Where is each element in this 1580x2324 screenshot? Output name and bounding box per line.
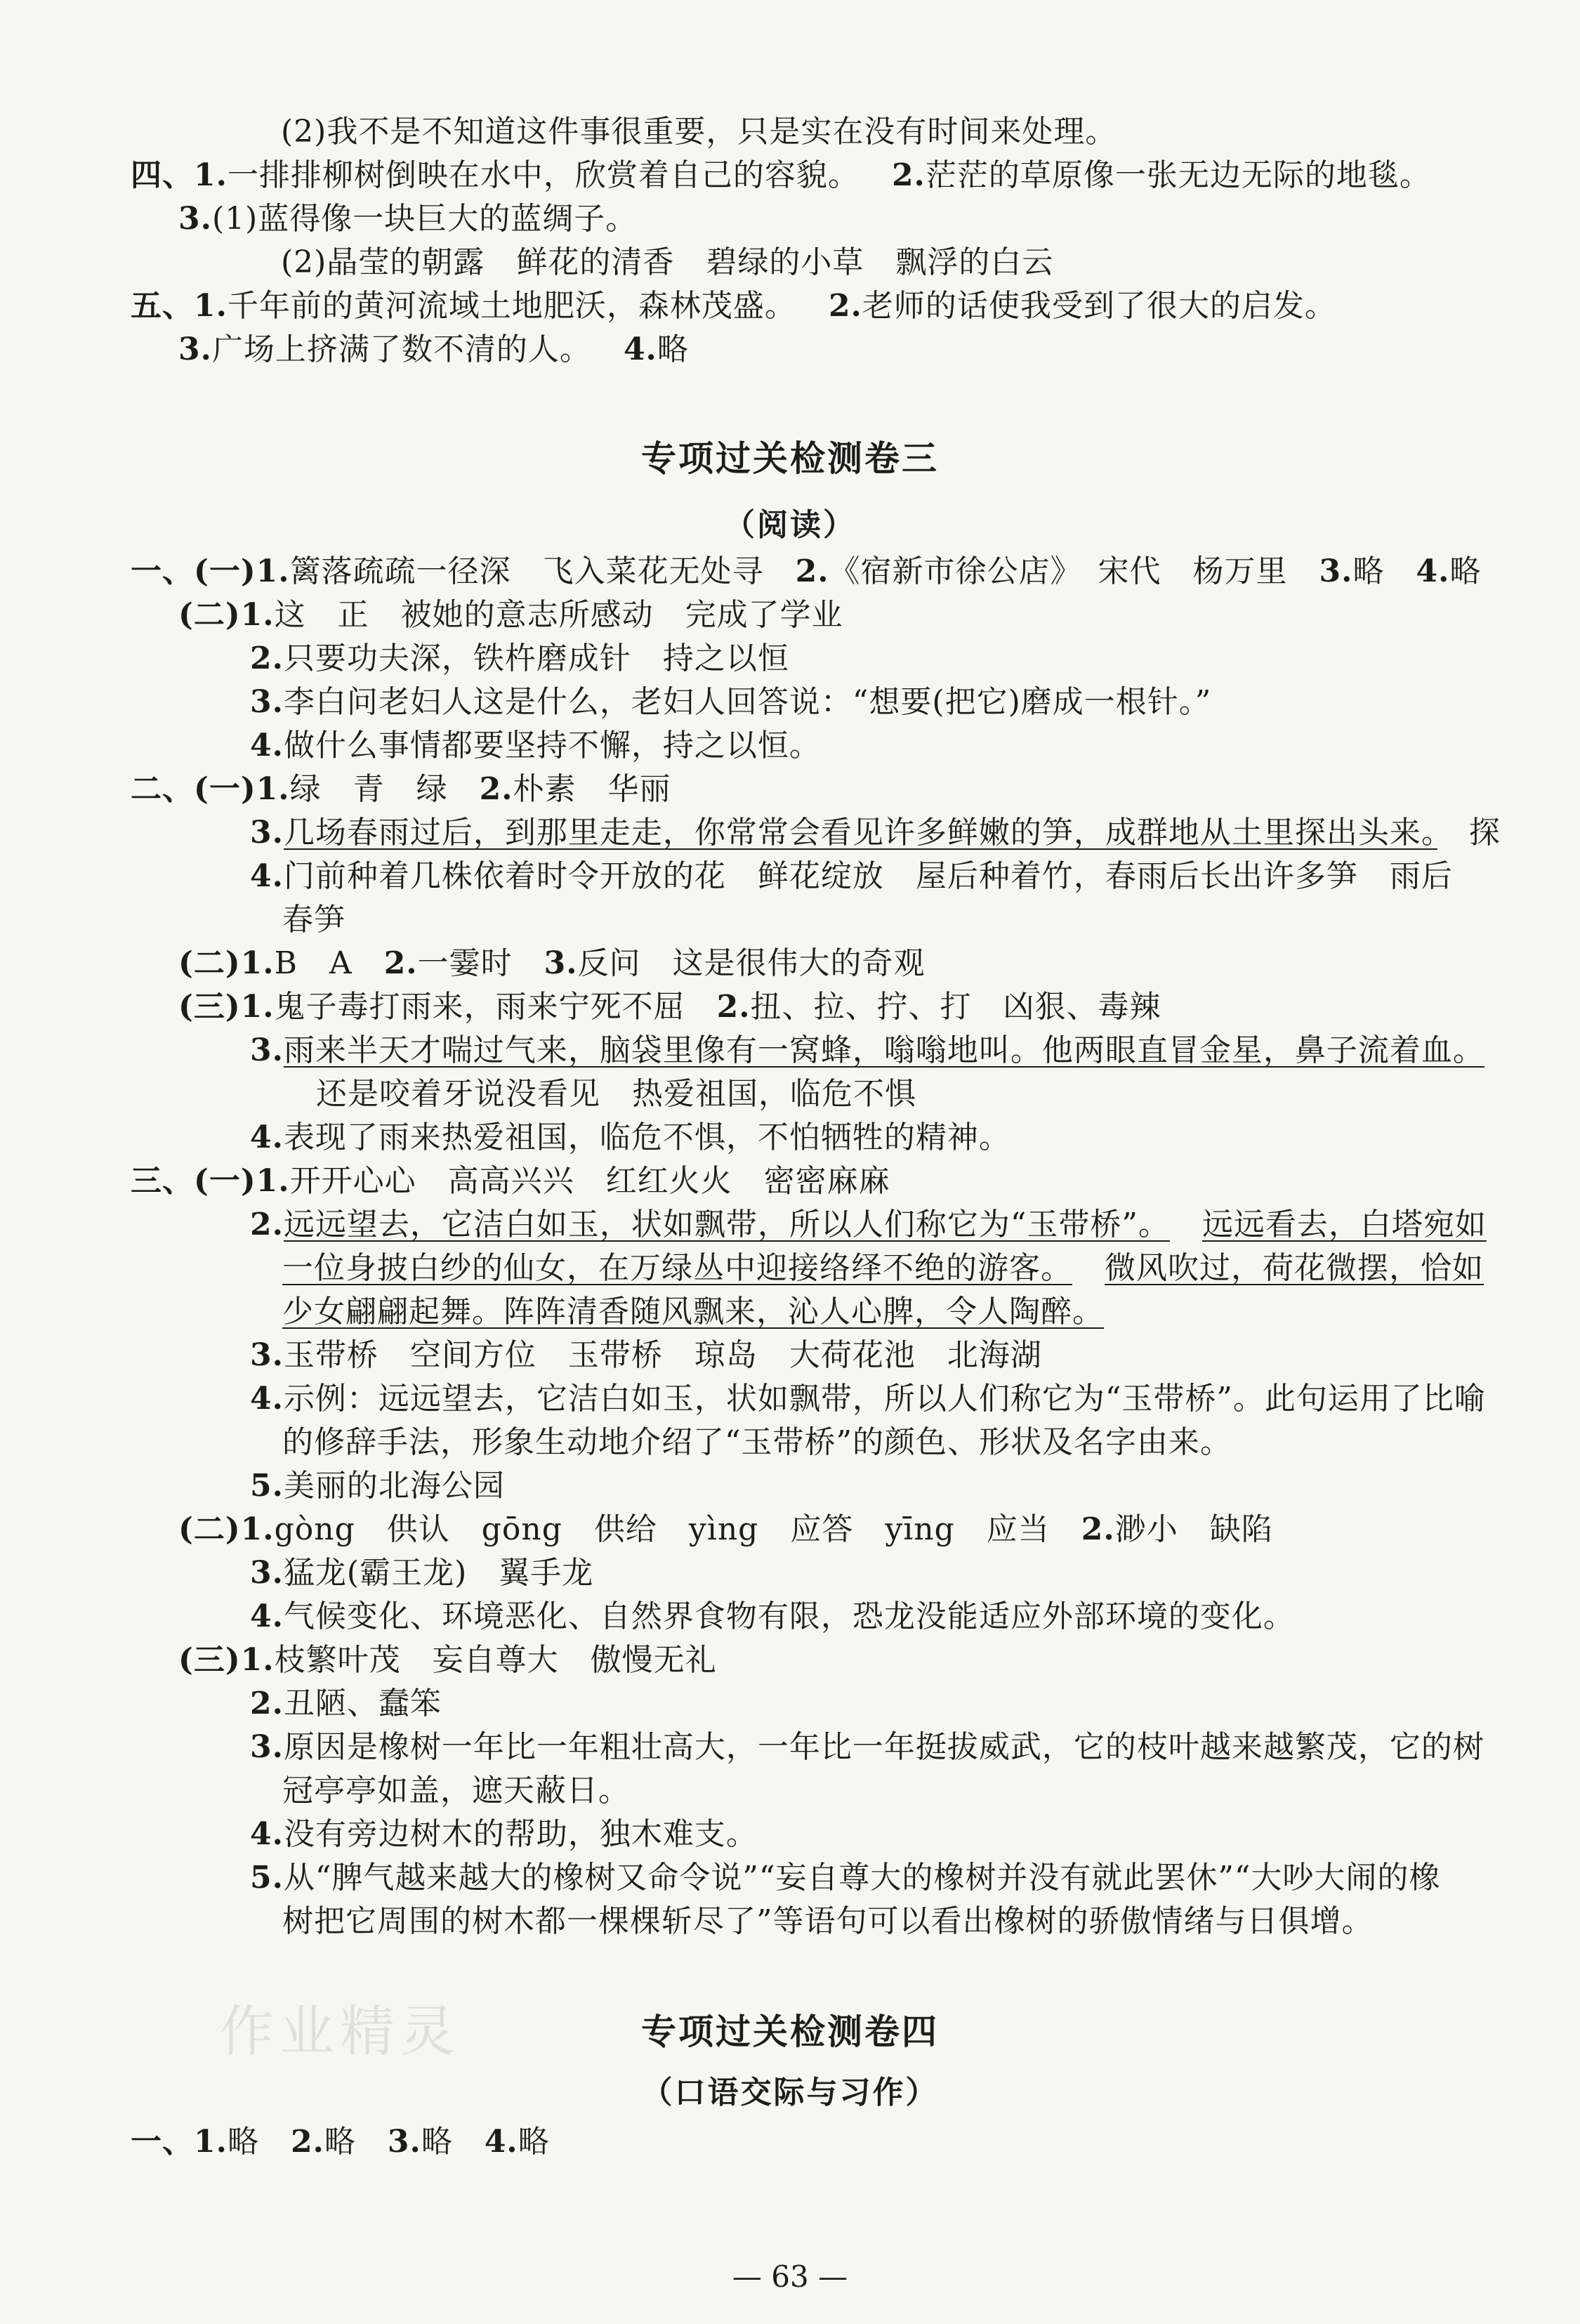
- answer-text: 的修辞手法，形象生动地介绍了“玉带桥”的颜色、形状及名字由来。: [282, 1424, 1232, 1460]
- section-subtitle: （阅读）: [724, 507, 856, 543]
- question-number: 4.: [250, 1120, 284, 1155]
- question-number: 3.: [250, 1032, 284, 1068]
- question-number: 2.: [479, 771, 513, 807]
- answer-line: [250, 1683, 442, 1725]
- answer-text: 玉带桥 空间方位 玉带桥 琼岛 大荷花池 北海湖: [283, 1337, 1042, 1373]
- question-number: 3.: [544, 945, 578, 981]
- answer-line: [250, 1596, 1295, 1638]
- question-number: (二)1.: [178, 597, 275, 633]
- question-number: (三)1.: [178, 989, 275, 1025]
- question-number: 3.: [178, 201, 212, 237]
- question-number: 2.: [290, 2124, 324, 2160]
- question-number: 3.: [250, 815, 284, 851]
- answer-line: [178, 1509, 1273, 1551]
- question-number: 4.: [250, 1381, 284, 1417]
- answer-text: 原因是橡树一年比一年粗壮高大，一年比一年挺拔威武，它的枝叶越来越繁茂，它的树: [283, 1729, 1484, 1765]
- answer-text: 略: [324, 2124, 388, 2160]
- answer-text: 美丽的北海公园: [283, 1468, 505, 1504]
- answer-line: [250, 1813, 758, 1856]
- question-number: 2.: [891, 157, 926, 193]
- answer-line: [282, 1422, 1232, 1464]
- question-number: 4.: [484, 2124, 518, 2160]
- answer-text: 只要功夫深，铁杵磨成针 持之以恒: [283, 641, 789, 676]
- answer-text: 做什么事情都要坚持不懈，持之以恒。: [283, 728, 821, 763]
- answer-line: [250, 812, 1501, 854]
- answer-text: 茫茫的草原像一张无边无际的地毯。: [925, 157, 1431, 193]
- answer-text: 开开心心 高高兴兴 红红火火 密密麻麻: [289, 1163, 890, 1199]
- answer-line: [131, 1160, 890, 1202]
- answer-line: [282, 1247, 1484, 1289]
- question-number: 2.: [716, 989, 751, 1025]
- answer-text: 探: [1437, 815, 1501, 851]
- underlined-sentence: 微风吹过，荷花微摆，恰如: [1105, 1250, 1484, 1286]
- question-number: 四、1.: [131, 157, 228, 193]
- question-number: 2.: [795, 553, 829, 589]
- answer-line: [178, 594, 843, 636]
- question-number: 5.: [250, 1860, 284, 1896]
- answer-line: [250, 1857, 1440, 1899]
- answer-line: [131, 155, 1431, 197]
- answer-text: 千年前的黄河流域土地肥沃，森林茂盛。: [227, 288, 796, 324]
- question-number: 2.: [250, 1686, 284, 1721]
- answer-text: 李白问老妇人这是什么，老妇人回答说：“想要(把它)磨成一根针。”: [283, 684, 1212, 720]
- answer-text: B A: [274, 945, 384, 981]
- answer-text: 渺小 缺陷: [1114, 1511, 1273, 1547]
- question-number: 3.: [250, 1555, 284, 1591]
- question-number: 3.: [250, 684, 284, 720]
- answer-line: [250, 1552, 593, 1594]
- answer-line: [250, 1378, 1486, 1420]
- question-number: 2.: [250, 641, 284, 676]
- answer-line: [250, 1334, 1042, 1377]
- answer-line: [250, 1030, 1484, 1072]
- answer-text: 示例：远远望去，它洁白如玉，状如飘带，所以人们称它为“玉带桥”。此句运用了比喻: [283, 1381, 1486, 1417]
- answer-line: [282, 1770, 630, 1812]
- question-number: (二)1.: [178, 1511, 275, 1547]
- answer-line: [178, 943, 926, 985]
- answer-text: 一霎时: [417, 945, 544, 981]
- answer-text: 老师的话使我受到了很大的启发。: [862, 288, 1336, 324]
- question-number: 4.: [250, 1598, 284, 1634]
- answer-text: 略: [1449, 553, 1482, 589]
- question-number: 4.: [250, 1816, 284, 1852]
- question-number: 3.: [387, 2124, 421, 2160]
- answer-text: 略: [1352, 553, 1416, 589]
- answer-text: 冠亭亭如盖，遮天蔽日。: [282, 1773, 630, 1808]
- answer-line: [178, 198, 637, 240]
- answer-text: gòng 供认 gōng 供给 yìng 应答 yīng 应当: [274, 1511, 1081, 1547]
- answer-text: 略: [657, 331, 689, 367]
- question-number: 4.: [250, 728, 284, 763]
- answer-line: [250, 725, 821, 767]
- answer-text: 广场上挤满了数不清的人。: [211, 331, 591, 367]
- question-number: 五、1.: [131, 288, 228, 324]
- answer-text: 一排排柳树倒映在水中，欣赏着自己的容貌。: [227, 157, 860, 193]
- answer-line: [282, 899, 345, 941]
- underlined-sentence: 少女翩翩起舞。阵阵清香随风飘来，沁人心脾，令人陶醉。: [282, 1294, 1104, 1330]
- answer-text: 《宿新市徐公店》 宋代 杨万里: [829, 553, 1319, 589]
- answer-text: 丑陋、蠢笨: [283, 1686, 442, 1721]
- underlined-sentence: 远远看去，白塔宛如: [1202, 1207, 1487, 1242]
- answer-line: [250, 681, 1211, 723]
- answer-text: (2)晶莹的朝露 鲜花的清香 碧绿的小草 飘浮的白云: [281, 244, 1054, 280]
- answer-line: [250, 1204, 1487, 1246]
- answer-text: 门前种着几株依着时令开放的花 鲜花绽放 屋后种着竹，春雨后长出许多笋 雨后: [283, 858, 1453, 894]
- answer-text: 朴素 华丽: [513, 771, 671, 807]
- answer-text: (2)我不是不知道这件事很重要，只是实在没有时间来处理。: [281, 114, 1117, 150]
- question-number: 4.: [1416, 553, 1450, 589]
- question-number: 三、(一)1.: [131, 1163, 290, 1199]
- answer-text: 绿 青 绿: [289, 771, 480, 807]
- section-title: 专项过关检测卷四: [641, 2011, 939, 2052]
- question-number: 2.: [828, 288, 862, 324]
- question-number: 3.: [178, 331, 212, 367]
- question-number: 2.: [1081, 1511, 1115, 1547]
- answer-text: 略: [421, 2124, 485, 2160]
- watermark: 作业精灵: [219, 2000, 461, 2063]
- answer-line: [178, 329, 689, 371]
- answer-line: [178, 986, 1161, 1028]
- section-subtitle: （口语交际与习作）: [641, 2075, 939, 2110]
- answer-text: 没有旁边树木的帮助，独木难支。: [283, 1816, 758, 1852]
- answer-text: 鬼子毒打雨来，雨来宁死不屈: [274, 989, 717, 1025]
- answer-line: [250, 1465, 505, 1507]
- question-number: 2.: [250, 1207, 284, 1242]
- answer-text: 略: [227, 2124, 291, 2160]
- question-number: 3.: [250, 1337, 284, 1373]
- answer-text: 春笋: [282, 902, 345, 938]
- answer-text: 气候变化、环境恶化、自然界食物有限，恐龙没能适应外部环境的变化。: [283, 1598, 1295, 1634]
- question-number: 5.: [250, 1468, 284, 1504]
- answer-text: 树把它周围的树木都一棵棵斩尽了”等语句可以看出橡树的骄傲情绪与日俱增。: [282, 1903, 1374, 1939]
- question-number: 2.: [383, 945, 418, 981]
- answer-line: [131, 551, 1481, 593]
- question-number: (三)1.: [178, 1642, 275, 1678]
- underlined-sentence: 几场春雨过后，到那里走走，你常常会看见许多鲜嫩的笋，成群地从土里探出头来。: [283, 815, 1437, 851]
- answer-line: [250, 1726, 1484, 1768]
- answer-line: [178, 1639, 717, 1681]
- answer-line: [316, 1073, 916, 1115]
- answer-text: 还是咬着牙说没看见 热爱祖国，临危不惧: [316, 1076, 916, 1112]
- answer-line: [250, 1117, 1010, 1159]
- answer-line: [281, 242, 1053, 284]
- answer-text: 枝繁叶茂 妄自尊大 傲慢无礼: [274, 1642, 717, 1678]
- section-title: 专项过关检测卷三: [641, 438, 939, 479]
- answer-line: [250, 855, 1453, 898]
- answer-text: 略: [518, 2124, 550, 2160]
- answer-line: [281, 111, 1117, 153]
- answer-text: 这 正 被她的意志所感动 完成了学业: [274, 597, 843, 633]
- answer-line: [131, 2121, 550, 2163]
- answer-text: 猛龙(霸王龙) 翼手龙: [283, 1555, 594, 1591]
- question-number: 3.: [250, 1729, 284, 1765]
- question-number: 一、(一)1.: [131, 553, 290, 589]
- underlined-sentence: 雨来半天才喘过气来，脑袋里像有一窝蜂，嗡嗡地叫。他两眼直冒金星，鼻子流着血。: [283, 1032, 1484, 1068]
- question-number: (二)1.: [178, 945, 275, 981]
- answer-text: (1)蓝得像一块巨大的蓝绸子。: [211, 201, 638, 237]
- answer-text: 表现了雨来热爱祖国，临危不惧，不怕牺牲的精神。: [283, 1120, 1010, 1155]
- question-number: 一、1.: [131, 2124, 228, 2160]
- answer-line: [282, 1291, 1104, 1333]
- answer-line: [282, 1900, 1374, 1943]
- page-number: — 63 —: [732, 2259, 848, 2294]
- question-number: 4.: [623, 331, 657, 367]
- answer-line: [250, 638, 789, 680]
- answer-line: [131, 768, 671, 810]
- question-number: 3.: [1319, 553, 1353, 589]
- answer-text: 从“脾气越来越大的橡树又命令说”“妄自尊大的橡树并没有就此罢休”“大吵大闹的橡: [283, 1860, 1441, 1896]
- underlined-sentence: 远远望去，它洁白如玉，状如飘带，所以人们称它为“玉带桥”。: [283, 1207, 1170, 1242]
- answer-text: 反问 这是很伟大的奇观: [577, 945, 926, 981]
- answer-text: 扭、拉、拧、打 凶狠、毒辣: [750, 989, 1161, 1025]
- underlined-sentence: 一位身披白纱的仙女，在万绿丛中迎接络绎不绝的游客。: [282, 1250, 1072, 1286]
- answer-text: 篱落疏疏一径深 飞入菜花无处寻: [289, 553, 796, 589]
- question-number: 二、(一)1.: [131, 771, 290, 807]
- question-number: 4.: [250, 858, 284, 894]
- answer-line: [131, 285, 1336, 327]
